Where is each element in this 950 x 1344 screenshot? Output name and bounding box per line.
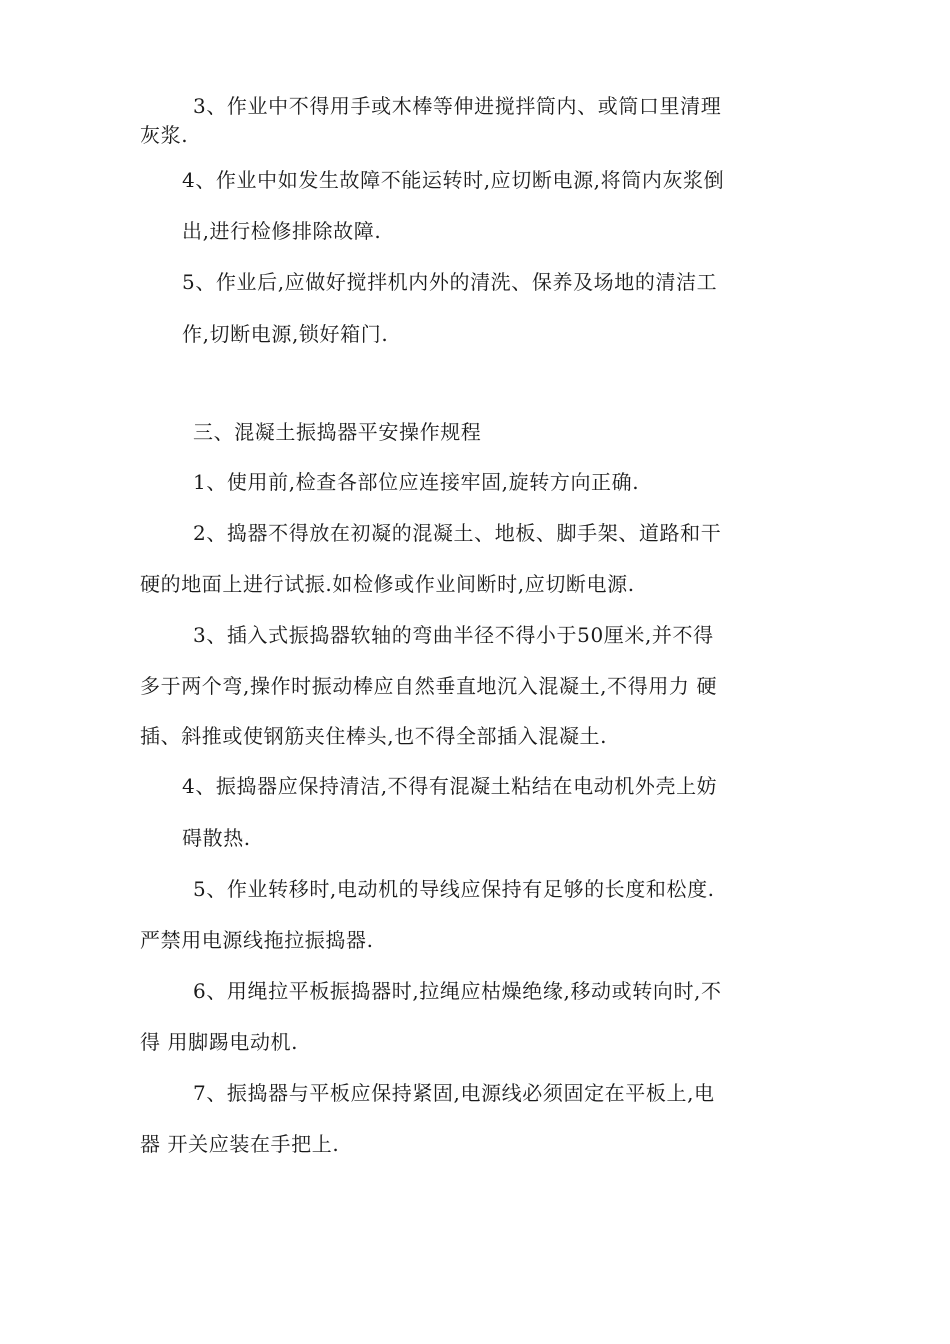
s3-item7-line2: 器 开关应装在手把上. <box>140 1132 340 1156</box>
s3-item3-line2: 多于两个弯,操作时振动棒应自然垂直地沉入混凝土,不得用力 硬 <box>140 674 718 698</box>
s2-item4-line1: 4、作业中如发生故障不能运转时,应切断电源,将筒内灰浆倒 <box>182 168 725 192</box>
s3-item6-line2: 得 用脚踢电动机. <box>140 1030 299 1054</box>
s3-item4-line2: 碍散热. <box>182 826 251 850</box>
s3-item2-line2: 硬的地面上进行试振.如检修或作业间断时,应切断电源. <box>140 572 635 596</box>
s3-item5-line2: 严禁用电源线拖拉振捣器. <box>140 928 374 952</box>
s3-item7-line1: 7、振捣器与平板应保持紧固,电源线必须固定在平板上,电 <box>193 1081 715 1105</box>
s3-item1-line1: 1、使用前,检查各部位应连接牢固,旋转方向正确. <box>193 470 640 494</box>
s3-item5-line1: 5、作业转移时,电动机的导线应保持有足够的长度和松度. <box>193 877 715 901</box>
s3-item2-line1: 2、捣器不得放在初凝的混凝土、地板、脚手架、道路和干 <box>193 521 722 545</box>
s3-item6-line1: 6、用绳拉平板振捣器时,拉绳应枯燥绝缘,移动或转向时,不 <box>193 979 722 1003</box>
s2-item3-line2: 灰浆. <box>140 123 189 147</box>
s2-item5-line1: 5、作业后,应做好搅拌机内外的清洗、保养及场地的清洁工 <box>182 270 718 294</box>
s3-item3-line3: 插、斜推或使钢筋夹住棒头,也不得全部插入混凝土. <box>140 724 608 748</box>
s3-item4-line1: 4、振捣器应保持清洁,不得有混凝土粘结在电动机外壳上妨 <box>182 774 718 798</box>
s3-item3-line1: 3、插入式振捣器软轴的弯曲半径不得小于50厘米,并不得 <box>193 623 714 647</box>
s2-item3-line1: 3、作业中不得用手或木棒等伸进搅拌筒内、或筒口里清理 <box>193 94 722 118</box>
section3-heading: 三、混凝土振捣器平安操作规程 <box>193 420 482 444</box>
s2-item4-line2: 出,进行检修排除故障. <box>182 219 382 243</box>
s2-item5-line2: 作,切断电源,锁好箱门. <box>182 322 389 346</box>
